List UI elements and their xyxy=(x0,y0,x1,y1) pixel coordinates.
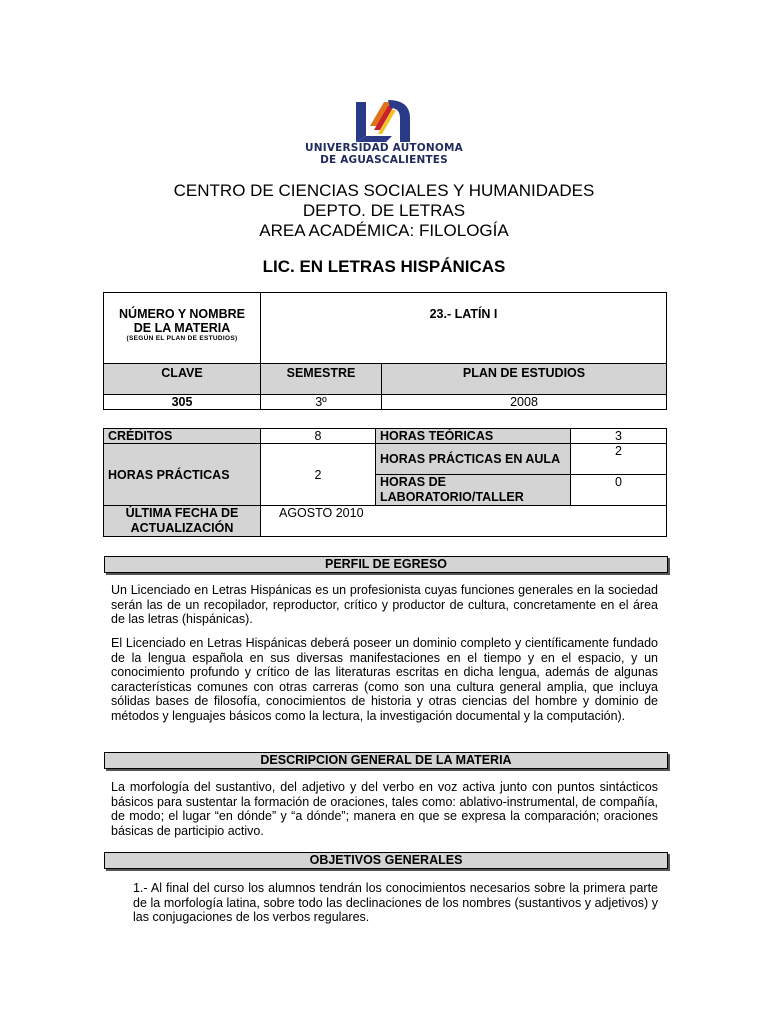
aula-value: 2 xyxy=(571,444,667,475)
col-semestre: SEMESTRE xyxy=(261,364,382,395)
subject-name-label-cell xyxy=(104,293,261,364)
teoricas-value: 3 xyxy=(571,429,667,444)
col-clave: CLAVE xyxy=(104,364,261,395)
fecha-label-cell xyxy=(104,506,261,537)
teoricas-label: HORAS TEÓRICAS xyxy=(376,429,571,444)
aula-label: HORAS PRÁCTICAS EN AULA xyxy=(376,444,571,475)
academic-area-title: AREA ACADÉMICA: FILOLOGÍA xyxy=(259,221,509,240)
program-title: LIC. EN LETRAS HISPÁNICAS xyxy=(262,257,506,276)
perfil-paragraph-2: El Licenciado en Letras Hispánicas deberá poseer un dominio completo y científicamente fundado de la lengua española en sus diversas manifestaciones en el tiempo y en el espacio, y un conocimiento profundo y crítico de las literaturas escritas en dicha lengua, además de algunas características comunes con otras carreras (como son una cultura general amplia, que incluya sólidas bases de filosofía, conocimientos de historia y otras ciencias del hombre y dominio de métodos y lenguajes básicos como la lectura, la investigación documental y la computación). xyxy=(111,636,658,723)
fecha-label-2: ACTUALIZACIÓN xyxy=(130,521,234,535)
descripcion-paragraph: La morfología del sustantivo, del adjetivo y del verbo en voz activa junto con puntos sintácticos básicos para sustentar la formación de oraciones, tales como: ablativo-instrumental, de compañía, de modo; el lugar “en dónde” y “a dónde”; manera en que se expresa la comparación; oraciones básicas de participio activo. xyxy=(111,780,658,838)
perfil-paragraph-1: Un Licenciado en Letras Hispánicas es un profesionista cuyas funciones generales en la sociedad serán las de un recopilador, reproductor, crítico y productor de cultura, concretamente en el área de las letras (hispánicas). xyxy=(111,583,658,627)
university-logo xyxy=(300,96,468,166)
subject-table xyxy=(103,292,667,410)
practicas-value: 2 xyxy=(261,444,376,506)
logo-text-line2: DE AGUASCALIENTES xyxy=(320,154,448,166)
subject-name-label-1: NÚMERO Y NOMBRE xyxy=(119,307,245,321)
fecha-label-1: ÚLTIMA FECHA DE xyxy=(125,506,239,520)
clave-value: 305 xyxy=(104,395,261,410)
fecha-value: AGOSTO 2010 xyxy=(261,506,667,537)
col-plan: PLAN DE ESTUDIOS xyxy=(382,364,667,395)
lab-label: HORAS DE LABORATORIO/TALLER xyxy=(376,475,571,506)
hours-table xyxy=(103,428,667,537)
logo-text-line1: UNIVERSIDAD AUTONOMA xyxy=(305,142,463,154)
descripcion-section-title: DESCRIPCION GENERAL DE LA MATERIA xyxy=(104,752,668,769)
subject-name-label-2: DE LA MATERIA xyxy=(133,321,231,335)
center-title: CENTRO DE CIENCIAS SOCIALES Y HUMANIDADES xyxy=(173,181,595,200)
creditos-label: CRÉDITOS xyxy=(104,429,261,444)
lab-value: 0 xyxy=(571,475,667,506)
perfil-section-title: PERFIL DE EGRESO xyxy=(104,556,668,573)
subject-name-note: (SEGÚN EL PLAN DE ESTUDIOS) xyxy=(126,335,238,342)
logo-emblem-icon xyxy=(300,96,468,146)
subject-name-value: 23.- LATÍN I xyxy=(261,293,667,364)
semestre-value: 3º xyxy=(261,395,382,410)
creditos-value: 8 xyxy=(261,429,376,444)
department-title: DEPTO. DE LETRAS xyxy=(302,201,466,220)
objetivos-section-title: OBJETIVOS GENERALES xyxy=(104,852,668,869)
objetivos-paragraph-1: 1.- Al final del curso los alumnos tendrán los conocimientos necesarios sobre la primera parte de la morfología latina, sobre todo las declinaciones de los nombres (sustantivos y adjetivos) y las conjugaciones de los verbos regulares. xyxy=(133,881,658,925)
practicas-label: HORAS PRÁCTICAS xyxy=(104,444,261,506)
plan-value: 2008 xyxy=(382,395,667,410)
